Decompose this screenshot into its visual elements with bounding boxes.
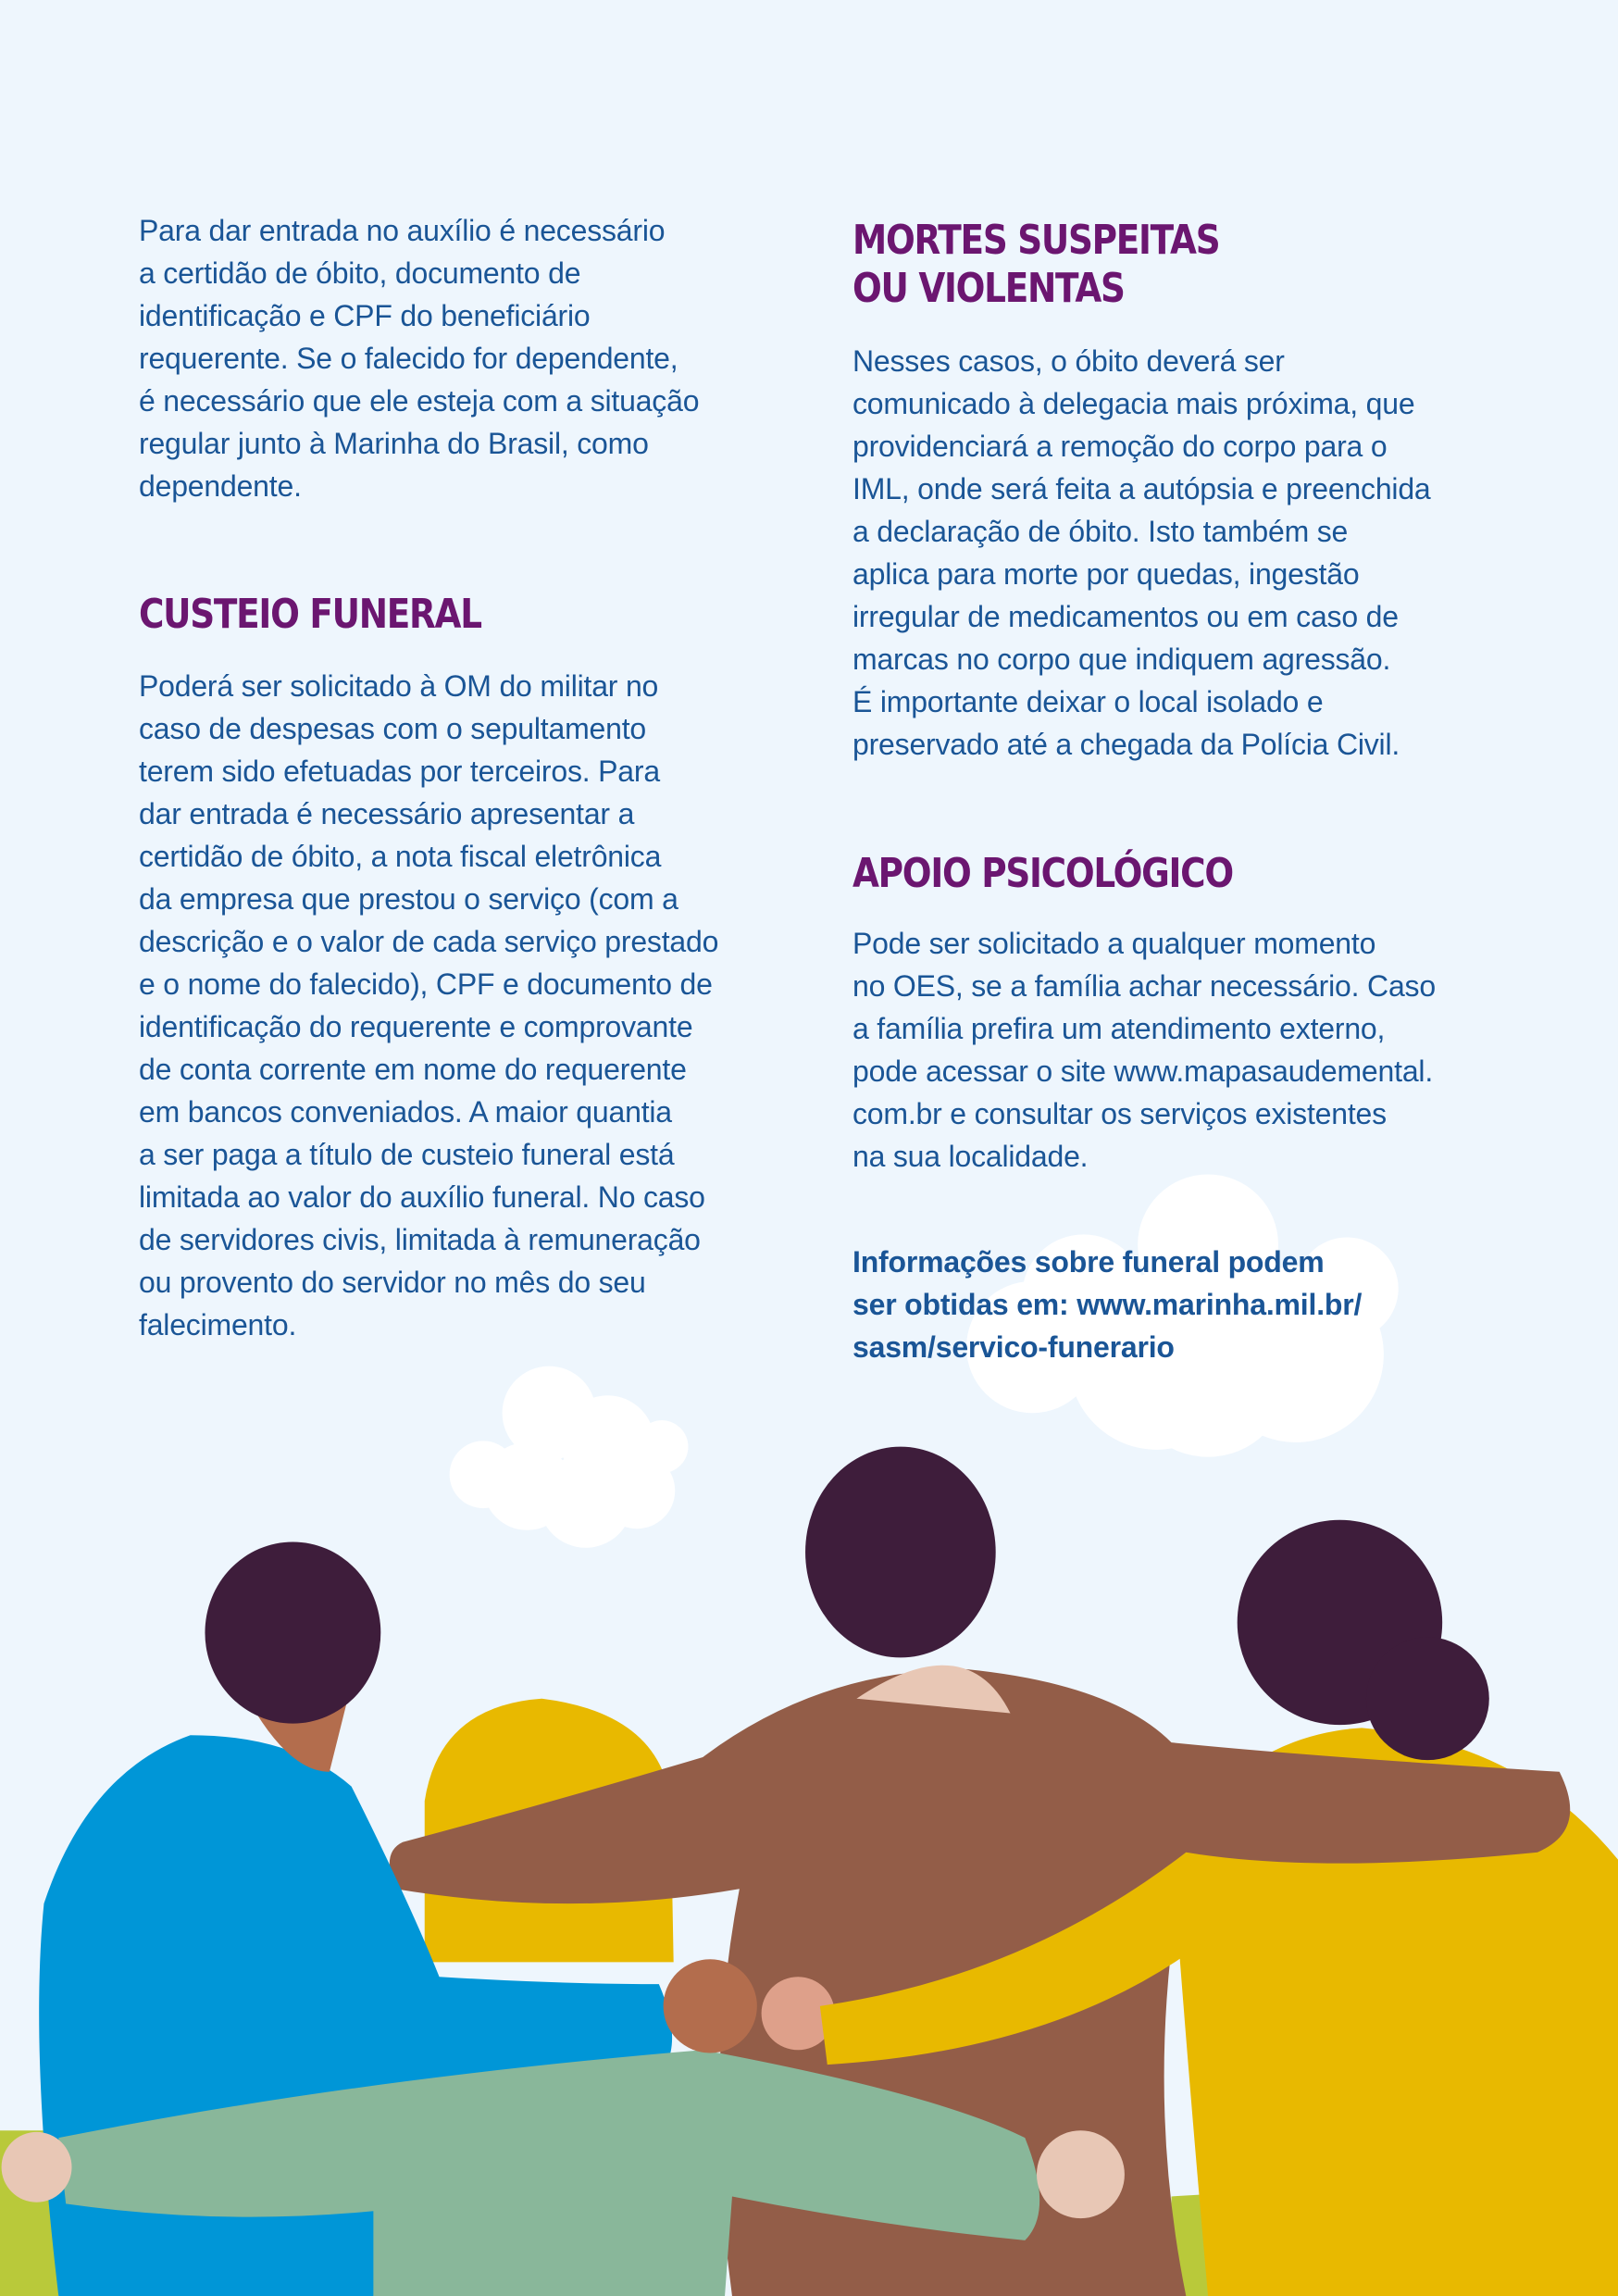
text-line: com.br e consultar os serviços existentes — [853, 1097, 1387, 1130]
text-line: em bancos conveniados. A maior quantia — [139, 1095, 672, 1129]
text-line: na sua localidade. — [853, 1140, 1089, 1173]
text-line: Para dar entrada no auxílio é necessário — [139, 214, 666, 247]
text-line: no OES, se a família achar necessário. Caso — [853, 969, 1436, 1003]
text-line: Pode ser solicitado a qualquer momento — [853, 927, 1376, 960]
text-line: aplica para morte por quedas, ingestão — [853, 557, 1360, 591]
text-line: e o nome do falecido), CPF e documento de — [139, 967, 713, 1001]
text-line: de conta corrente em nome do requerente — [139, 1053, 687, 1086]
text-line: É importante deixar o local isolado e — [853, 685, 1324, 718]
text-line: falecimento. — [139, 1308, 297, 1341]
text-line: caso de despesas com o sepultamento — [139, 712, 647, 745]
mortes-paragraph — [853, 340, 1431, 766]
text-line: IML, onde será feita a autópsia e preenchida — [853, 472, 1431, 505]
text-line: pode acessar o site www.mapasaudemental. — [853, 1054, 1434, 1088]
text-line: regular junto à Marinha do Brasil, como — [139, 427, 649, 460]
cloud-left — [450, 1366, 689, 1548]
text-line: dar entrada é necessário apresentar a — [139, 797, 635, 830]
mortes-heading — [853, 217, 1219, 313]
custeio-paragraph — [139, 665, 718, 1346]
text-line: a declaração de óbito. Isto também se — [853, 515, 1349, 548]
text-line: providenciará a remoção do corpo para o — [853, 430, 1388, 463]
text-line: da empresa que prestou o serviço (com a — [139, 882, 678, 916]
text-line: certidão de óbito, a nota fiscal eletrônica — [139, 840, 662, 873]
text-line: dependente. — [139, 469, 302, 503]
text-line: comunicado à delegacia mais próxima, que — [853, 387, 1415, 420]
text-line: a família prefira um atendimento externo, — [853, 1012, 1386, 1045]
text-line: a certidão de óbito, documento de — [139, 256, 581, 290]
text-line: irregular de medicamentos ou em caso de — [853, 600, 1399, 633]
text-line: identificação do requerente e comprovante — [139, 1010, 693, 1043]
heading-line: OU VIOLENTAS — [853, 265, 1125, 312]
text-line: limitada ao valor do auxílio funeral. No caso — [139, 1180, 705, 1214]
text-line: descrição e o valor de cada serviço prestado — [139, 925, 719, 958]
apoio-heading: APOIO PSICOLÓGICO — [853, 850, 1233, 897]
text-line: requerente. Se o falecido for dependente, — [139, 342, 678, 375]
text-line: identificação e CPF do beneficiário — [139, 299, 591, 332]
text-line: de servidores civis, limitada à remuneração — [139, 1223, 701, 1256]
text-line: ou provento do servidor no mês do seu — [139, 1266, 646, 1299]
intro-paragraph — [139, 209, 699, 507]
text-line: terem sido efetuadas por terceiros. Para — [139, 755, 660, 788]
info-link-line[interactable]: ser obtidas em: www.marinha.mil.br/ — [853, 1288, 1363, 1321]
info-paragraph — [853, 1241, 1362, 1368]
text-line: Poderá ser solicitado à OM do militar no — [139, 669, 659, 703]
info-link-line[interactable]: sasm/servico-funerario — [853, 1330, 1175, 1364]
text-line: a ser paga a título de custeio funeral está — [139, 1138, 675, 1171]
text-line: preservado até a chegada da Polícia Civil. — [853, 728, 1400, 761]
text-line: é necessário que ele esteja com a situação — [139, 384, 700, 418]
text-line: Nesses casos, o óbito deverá ser — [853, 344, 1285, 378]
heading-line: MORTES SUSPEITAS — [853, 217, 1220, 264]
text-line: marcas no corpo que indiquem agressão. — [853, 643, 1391, 676]
text-line: Informações sobre funeral podem — [853, 1245, 1325, 1279]
custeio-heading: CUSTEIO FUNERAL — [139, 591, 481, 638]
apoio-paragraph — [853, 922, 1436, 1178]
